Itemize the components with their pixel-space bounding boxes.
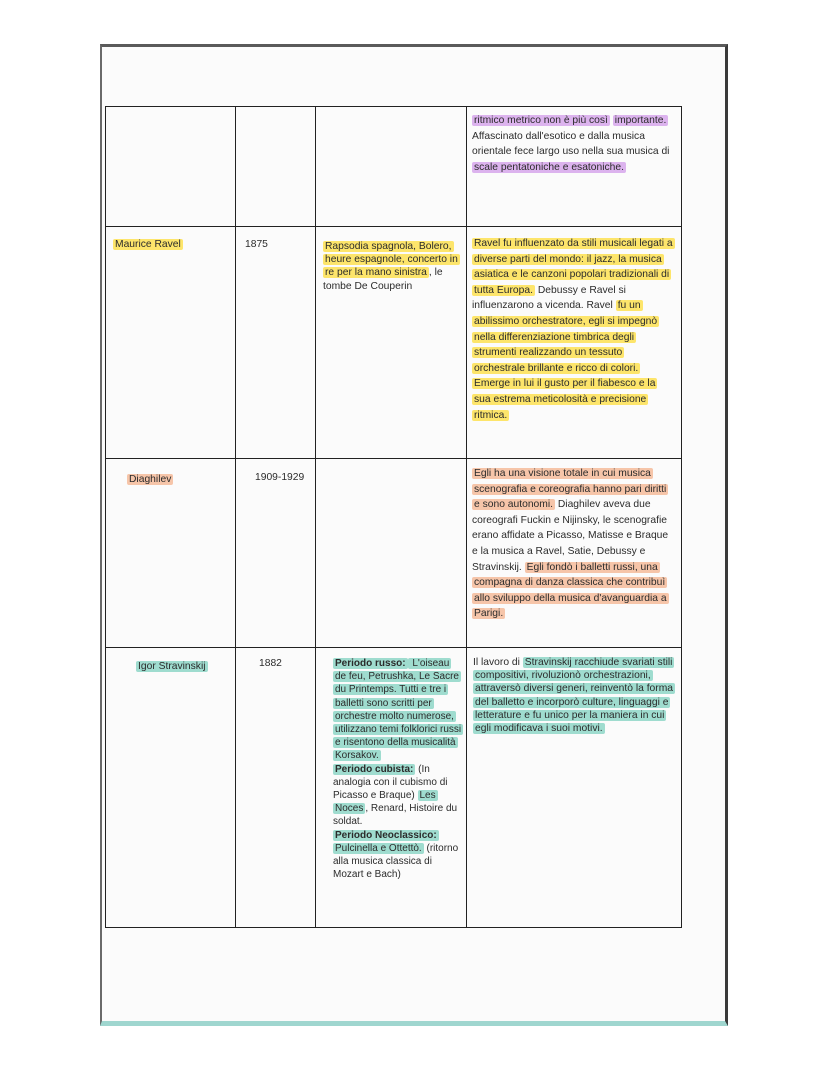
period-neo-label: Periodo Neoclassico: <box>335 829 437 841</box>
notes-highlight: ritmico metrico non è più così <box>474 115 608 126</box>
notes-highlight: Ravel fu influenzato da stili musicali legati a diverse parti del mondo: il jazz, la musica asiatica e le canzoni popolari tradizionali di tutta Europa. <box>474 238 673 296</box>
composer-year: 1882 <box>259 658 282 669</box>
notes-highlight: fu un abilissimo orchestratore, egli si impegnò nella differenziazione timbrica degli strumenti realizzando un tessuto orchestrale brillante e ricco di colori. Emerge in lui il gusto per il fiabesco e la sua estrema meticolosità e precisione ritmica. <box>474 300 658 421</box>
year-cell <box>255 470 313 486</box>
composer-year: 1875 <box>245 239 268 250</box>
column-divider <box>235 106 236 928</box>
year-cell <box>259 656 309 672</box>
period-russo-label: Periodo russo: <box>335 658 406 669</box>
works-cell <box>323 240 461 293</box>
period-cubista-text: (In analogia con il cubismo di Picasso e Braque) <box>333 763 448 802</box>
notes-cell <box>472 236 674 423</box>
notes-highlight: scale pentatoniche e esatoniche. <box>474 161 624 173</box>
row-divider <box>105 458 682 459</box>
period-neo-text: (ritorno alla musica classica di Mozart e Bach) <box>333 842 459 881</box>
notes-text: Affascinato dall'esotico e dalla musica orientale fece largo uso nella sua musica di <box>472 130 670 158</box>
row0-notes-cell <box>472 113 674 175</box>
composer-name-cell <box>136 659 232 675</box>
works-text: , le tombe De Couperin <box>323 267 443 292</box>
notes-highlight: importante. <box>614 115 667 126</box>
composer-name: Igor Stravinskij <box>138 661 206 672</box>
notes-text: Debussy e Ravel si influenzarono a vicenda. Ravel <box>472 284 626 312</box>
works-cell <box>333 657 463 881</box>
composer-name: Maurice Ravel <box>115 239 181 250</box>
period-cubista-label: Periodo cubista: <box>335 763 414 775</box>
column-divider <box>315 106 316 928</box>
works-highlight: Rapsodia spagnola, Bolero, heure espagnole, concerto in re per la mano sinistra <box>325 241 458 279</box>
composer-name: Diaghilev <box>129 474 172 485</box>
period-cubista-works-highlight: Les Noces <box>335 790 436 815</box>
period-cubista-works: , Renard, Histoire du soldat. <box>333 803 458 828</box>
notes-cell <box>472 466 674 622</box>
year-cell <box>245 237 311 253</box>
notes-text: Diaghilev aveva due coreografi Fuckin e Nijinsky, le scenografie erano affidate a Picasso, Matisse e Braque e la musica a Ravel, Satie, Debussy e Stravinskij. <box>472 499 669 573</box>
column-divider <box>466 106 467 928</box>
composer-name-cell <box>127 472 227 488</box>
notes-highlight: Egli fondò i balletti russi, una compagna di danza classica che contribuì allo sviluppo della musica d'avanguardia a Parigi. <box>474 561 667 620</box>
period-russo-text: L'oiseau de feu, Petrushka, Le Sacre du Printemps. Tutti e tre i balletti sono scritti per orchestre molto numerose, utilizzano temi folklorici russi e risentono della musicalità Korsakov. <box>335 658 462 762</box>
composer-name-cell <box>113 237 231 253</box>
notes-cell <box>473 656 675 735</box>
row-divider <box>105 226 682 227</box>
row-divider <box>105 647 682 648</box>
notes-highlight: Stravinskij racchiude svariati stili compositivi, rivoluzionò orchestrazioni, attraversò diversi generi, reinventò la forma del balletto e incorporò culture, linguaggi e letterature e fu unico per la maniera in cui egli modificava i suoi motivi. <box>475 657 674 735</box>
composer-year: 1909-1929 <box>255 472 305 483</box>
notes-highlight: Egli ha una visione totale in cui musica scenografia e coreografia hanno pari diritti e sono autonomi. <box>474 468 667 511</box>
notes-text: Il lavoro di <box>473 657 523 668</box>
period-neo-works: Pulcinella e Ottettò. <box>335 842 422 854</box>
